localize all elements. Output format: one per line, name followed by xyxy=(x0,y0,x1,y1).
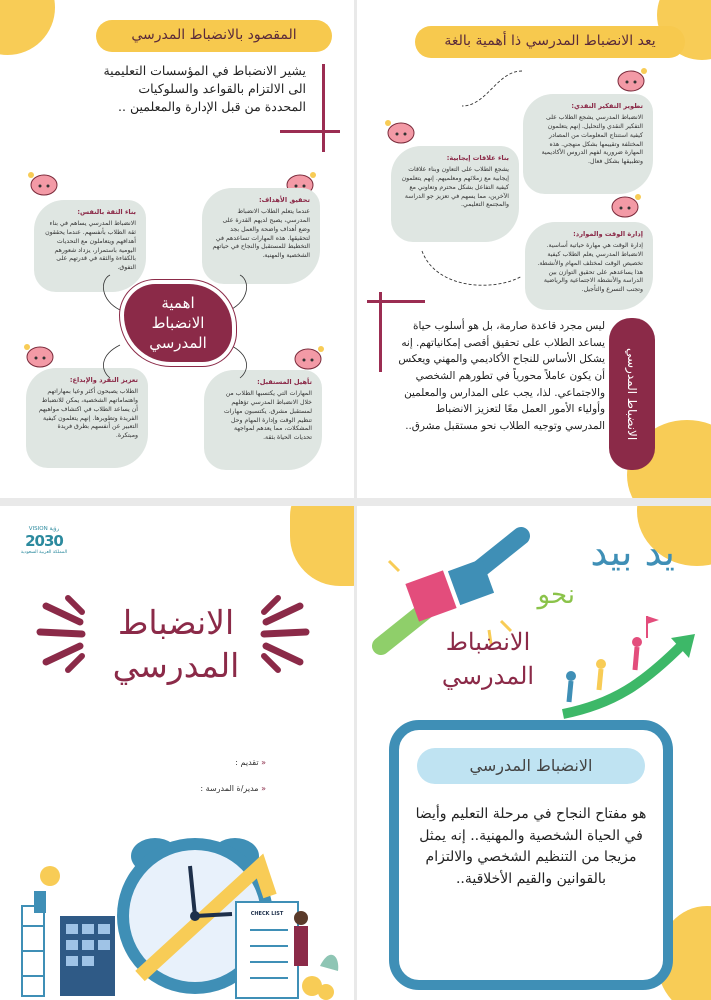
accent-line xyxy=(322,64,325,152)
accent-line xyxy=(280,130,340,133)
section-title xyxy=(96,20,332,52)
definition-box-title xyxy=(417,748,645,784)
card-text: إدارة الوقت هي مهارة حياتية أساسية. الانضباط المدرسي يعلم الطلاب كيفية تخصيص الوقت لمختلف المهام والأنشطة. هذا يساعدهم على تحقيق التوازن بين الدراسة والأنشطة الاجتماعية والرياضية وتجنب التسرع والتأجيل. xyxy=(537,241,643,294)
cover-title-line1: الانضباط xyxy=(117,603,235,642)
presenter-label: تقديم : xyxy=(235,758,259,767)
brain-icon xyxy=(609,192,643,220)
card-critical-thinking xyxy=(523,94,653,194)
center-title: اهمية الانضباط المدرسي xyxy=(149,293,207,353)
headline-school: المدرسي xyxy=(441,662,535,690)
vision-logo xyxy=(20,526,68,555)
card-title: بناء علاقات إيجابية: xyxy=(446,154,509,162)
checklist-label: CHECK LIST xyxy=(250,911,284,917)
significance-text: ليس مجرد قاعدة صارمة، بل هو أسلوب حياة يساعد الطلاب على تحقيق أقصى إمكانياتهم. إنه يشكل الأساس للنجاح الأكاديمي والمهني ويعكس أن يكون عاملاً محورياً في تطورهم الشخصي والاجتماعي. لذا، يجب على المدارس والمعلمين وأولياء الأمور العمل معًا لتعزيز الانضباط المدرسي وتوجيه الطلاب نحو مستقبل مشرق.. xyxy=(398,320,605,432)
card-text: يشجع الطلاب على التعاون وبناء علاقات إيجابية مع زملائهم ومعلميهم. إنهم يتعلمون كيفية التفاعل بشكل محترم وتعاوني مع الآخرين، مما يسهم في تعزيز جو الدراسة والمجتمع التعليمي. xyxy=(401,165,509,209)
brain-icon xyxy=(615,66,649,94)
card-title: تحقيق الأهداف: xyxy=(258,196,310,204)
definition-box xyxy=(389,720,673,990)
vision-sub: المملكة العربية السعودية xyxy=(20,550,68,555)
card-time-management xyxy=(525,222,653,310)
dashed-arrow xyxy=(417,246,527,296)
panel-cover xyxy=(0,506,354,1000)
principal-row xyxy=(150,784,266,793)
accent-line xyxy=(379,292,382,372)
card-text: المهارات التي يكتسبها الطلاب من خلال الانضباط المدرسي تؤهلهم لمستقبل مشرق. يكتسبون مهارات تنظيم الوقت وإدارة المهام وحل المشكلات، مما يعدهم لمواجهة تحديات الحياة بثقة. xyxy=(223,389,312,442)
decor-blob xyxy=(0,0,55,55)
card-positive-relations xyxy=(391,146,519,242)
panel-significance xyxy=(357,0,711,498)
panel-importance xyxy=(0,0,354,498)
card-title: تعزيز التفرد والإبداع: xyxy=(69,376,138,384)
headline-hand-in-hand: يد بيد xyxy=(590,530,675,574)
chevron-icon: « xyxy=(258,784,266,793)
card-title: تأهيل المستقبل: xyxy=(257,378,312,386)
presenter-row xyxy=(150,758,266,767)
section-title-text: يعد الانضباط المدرسي ذا أهمية بالغة xyxy=(444,33,656,49)
definition-box-text: هو مفتاح النجاح في مرحلة التعليم وأيضا في الحياة الشخصية والمهنية.. إنه يمثل مزيجا من التنظيم الشخصي والالتزام بالقوانين والقيم الأخلاقية.. xyxy=(415,806,647,888)
card-creativity xyxy=(26,368,148,468)
headline-towards: نحو xyxy=(537,580,575,610)
brain-icon xyxy=(383,118,417,146)
principal-label: مدير/ة المدرسة : xyxy=(200,784,259,793)
alarm-clock-illustration xyxy=(20,806,340,1000)
headline-discipline: الانضباط xyxy=(445,628,531,656)
side-label-text: الانضباط المدرسي xyxy=(625,347,639,441)
card-text: الانضباط المدرسي يساهم في بناء ثقة الطلاب بأنفسهم. عندما يحققون أهدافهم ويتعاملون مع التحديات اليومية باستمرار، يزداد شعورهم بالكفاءة والثقة في قدرتهم على التفوق. xyxy=(45,219,136,272)
card-text: عندما يتعلم الطلاب الانضباط المدرسي، يصبح لديهم القدرة على وضع أهداف واضحة والعمل بجد لتحقيقها. هذه المهارات تساعدهم في التخطيط للمستقبل والنجاح في حياتهم الشخصية والمهنية. xyxy=(212,207,310,260)
cover-title-line2: المدرسي xyxy=(112,645,240,685)
brain-icon xyxy=(292,344,326,372)
brain-icon xyxy=(26,170,60,198)
panel-hand-in-hand xyxy=(357,506,711,1000)
card-title: تطوير التفكير النقدي: xyxy=(571,102,643,110)
vision-number: 2030 xyxy=(25,532,63,550)
brain-icon xyxy=(22,342,56,370)
chevron-icon: « xyxy=(258,758,266,767)
accent-line xyxy=(367,300,425,303)
card-text: الانضباط المدرسي يشجع الطلاب على التفكير النقدي والتحليل. إنهم يتعلمون كيفية استنتاج المعلومات من المصادر المختلفة وتقييمها بشكل منهجي. هذه المهارة ضرورية لفهم الدروس الأكاديمية وتطبيقها بشكل فعال. xyxy=(541,113,643,166)
burst-left-icon xyxy=(32,594,92,674)
dashed-arrow xyxy=(457,66,527,116)
importance-center-blob xyxy=(124,284,232,362)
cover-title xyxy=(86,602,266,688)
section-title xyxy=(415,26,685,58)
card-title: بناء الثقة بالنفس: xyxy=(77,208,136,216)
definition-box-title-text: الانضباط المدرسي xyxy=(469,756,593,775)
card-text: الطلاب يصبحون أكثر وعيا بمهاراتهم واهتماماتهم الشخصية، يمكن للانضباط أن يساعد الطلاب في اكتشاف مواهبهم الفريدة وتطويرها. إنهم يتعلمون كيفية التعبير عن أنفسهم بطرق فريدة ومبتكرة. xyxy=(38,387,138,440)
side-label xyxy=(609,318,655,470)
definition-text: يشير الانضباط في المؤسسات التعليمية الى الالتزام بالقواعد والسلوكيات المحددة من قبل الإدارة والمعلمين .. xyxy=(103,63,306,115)
section-title-text: المقصود بالانضباط المدرسي xyxy=(131,27,297,43)
climbing-people-illustration xyxy=(553,614,703,724)
vision-top: VISION رؤية xyxy=(28,526,60,532)
card-title: إدارة الوقت والموارد: xyxy=(573,230,643,238)
decor-blob xyxy=(290,506,354,586)
card-future xyxy=(204,370,322,470)
